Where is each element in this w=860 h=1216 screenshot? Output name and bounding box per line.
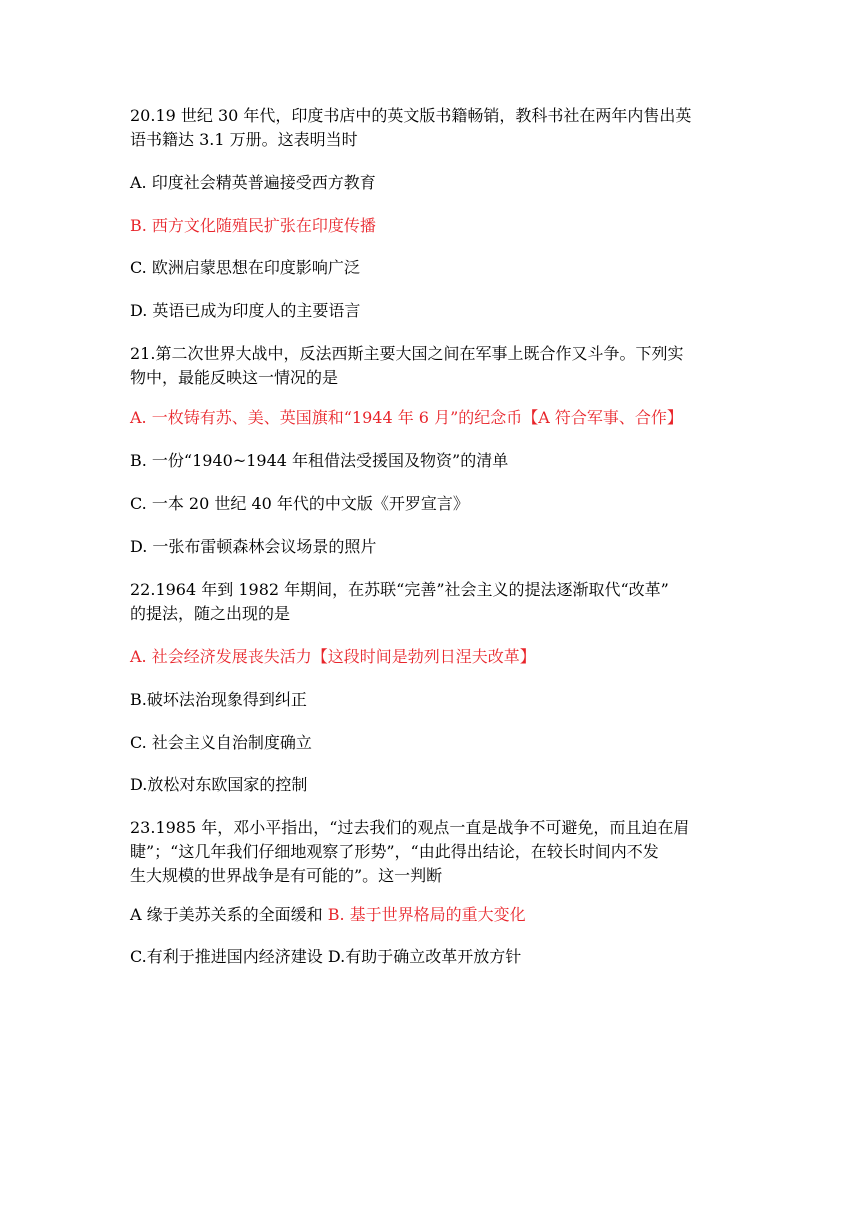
q23-stem-line1: 23.1985 年，邓小平指出，“过去我们的观点一直是战争不可避免，而且迫在眉: [130, 818, 690, 837]
q23-options-row2: C.有利于推进国内经济建设 D.有助于确立改革开放方针: [130, 947, 522, 966]
q22-option-d: D.放松对东欧国家的控制: [130, 775, 308, 794]
q22-option-c: C. 社会主义自治制度确立: [130, 733, 312, 752]
q21-stem-line1: 21.第二次世界大战中，反法西斯主要大国之间在军事上既合作又斗争。下列实: [130, 344, 684, 363]
q21-option-c: C. 一本 20 世纪 40 年代的中文版《开罗宣言》: [130, 494, 469, 513]
q21-option-a-answer: A. 一枚铸有苏、美、英国旗和“1944 年 6 月”的纪念币【A 符合军事、合作】: [130, 408, 683, 427]
q20-stem-line2: 语书籍达 3.1 万册。这表明当时: [130, 130, 358, 149]
q21-option-b: B. 一份“1940~1944 年租借法受援国及物资”的清单: [130, 451, 509, 470]
q22-option-b: B.破坏法治现象得到纠正: [130, 690, 307, 709]
q23-stem-line2: 睫”；“这几年我们仔细地观察了形势”，“由此得出结论，在较长时间内不发: [130, 842, 659, 861]
q22-stem-line2: 的提法，随之出现的是: [130, 604, 291, 623]
q23-option-b-answer: B. 基于世界格局的重大变化: [327, 905, 526, 924]
q20-option-a: A. 印度社会精英普遍接受西方教育: [130, 173, 376, 192]
q20-option-c: C. 欧洲启蒙思想在印度影响广泛: [130, 258, 360, 277]
q20-stem-line1: 20.19 世纪 30 年代，印度书店中的英文版书籍畅销，教科书社在两年内售出英: [130, 106, 692, 125]
q23-option-a: A 缘于美苏关系的全面缓和: [130, 905, 328, 924]
q22-stem-line1: 22.1964 年到 1982 年期间，在苏联“完善”社会主义的提法逐渐取代“改革”: [130, 580, 669, 599]
q23-options-row1: [130, 903, 526, 927]
q21-stem-line2: 物中，最能反映这一情况的是: [130, 368, 339, 387]
q22-option-a-answer: A. 社会经济发展丧失活力【这段时间是勃列日涅夫改革】: [130, 647, 536, 666]
q23-stem-line3: 生大规模的世界战争是有可能的”。这一判断: [130, 866, 443, 885]
q21-option-d: D. 一张布雷顿森林会议场景的照片: [130, 537, 377, 556]
q20-option-d: D. 英语已成为印度人的主要语言: [130, 301, 361, 320]
q20-option-b-answer: B. 西方文化随殖民扩张在印度传播: [130, 216, 376, 235]
